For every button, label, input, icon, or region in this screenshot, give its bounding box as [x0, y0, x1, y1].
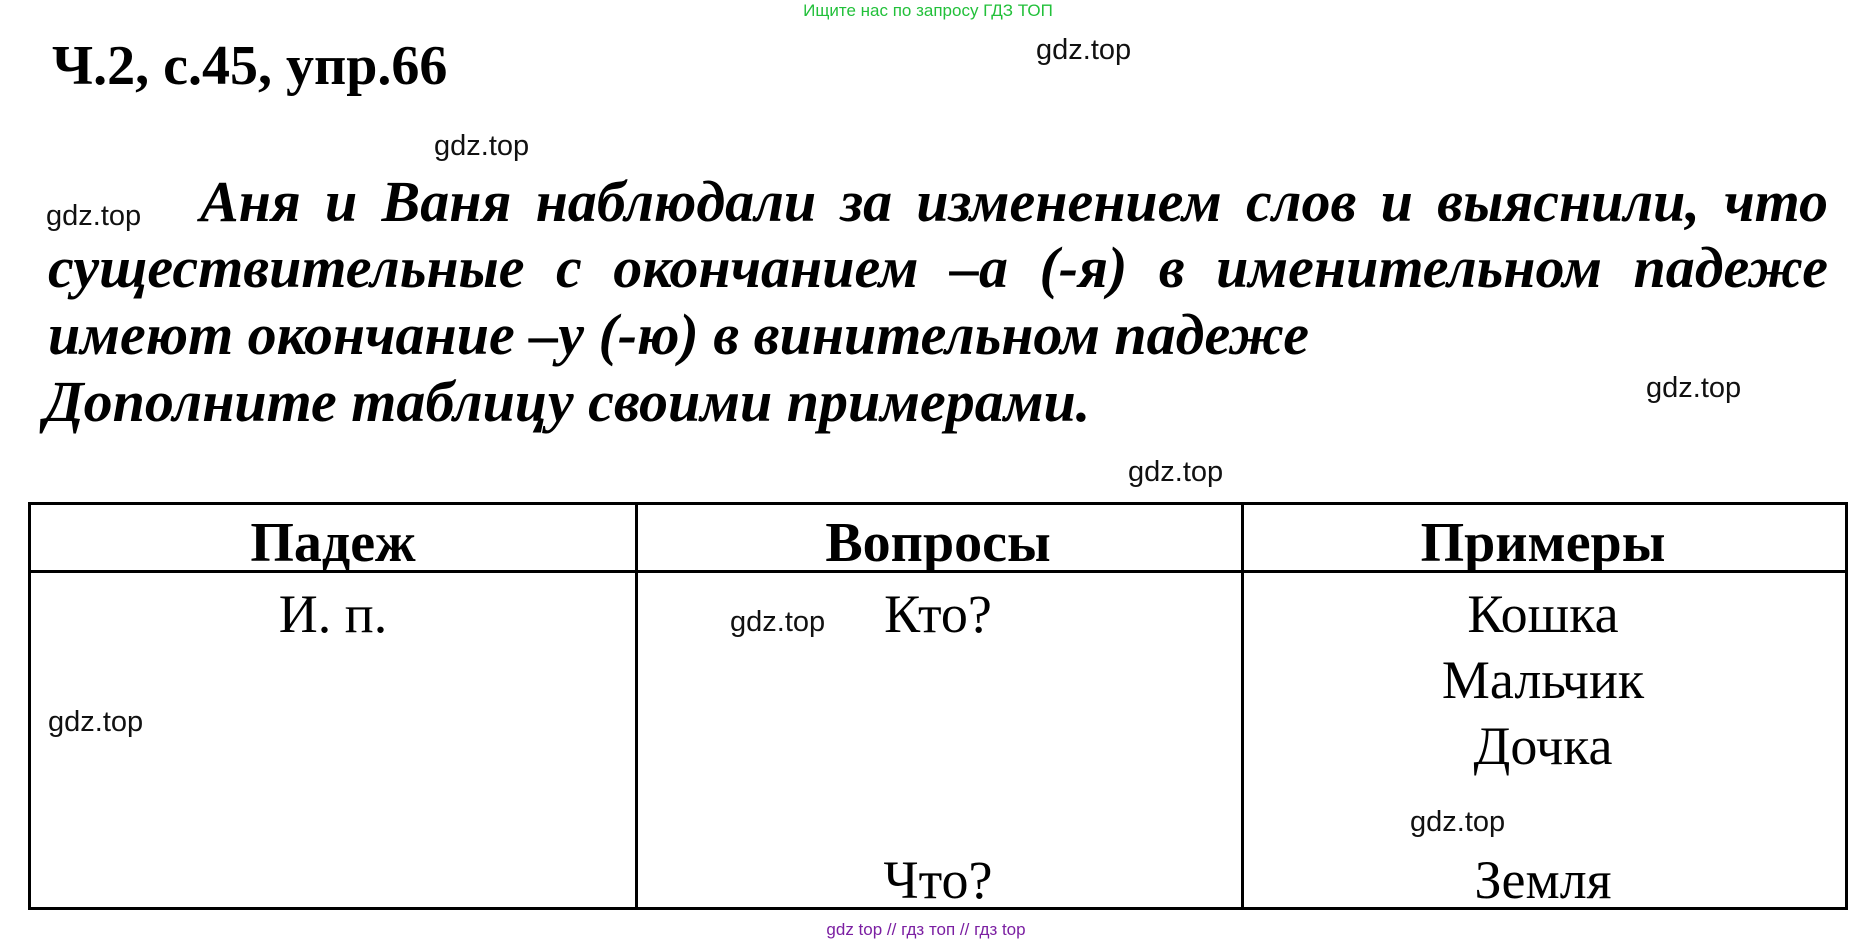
watermark: gdz.top	[48, 706, 144, 738]
watermark: gdz.top	[1128, 456, 1224, 488]
footer-links: gdz top // гдз топ // гдз top	[826, 920, 1026, 939]
example-cell: Мальчик	[1441, 650, 1645, 710]
cases-table	[28, 502, 1848, 910]
watermark: gdz.top	[730, 606, 826, 638]
top-banner: Ищите нас по запросу ГДЗ ТОП	[803, 1, 1053, 20]
watermark: gdz.top	[1410, 806, 1506, 838]
question-cell: Кто?	[884, 584, 992, 644]
example-cell: Земля	[1474, 850, 1612, 910]
example-cell: Кошка	[1467, 584, 1619, 644]
task-line-1: Аня и Ваня наблюдали за изменением слов и выяснили, что	[200, 169, 1828, 234]
question-cell: Что?	[883, 850, 993, 910]
example-cell: Дочка	[1473, 716, 1613, 776]
header-case: Падеж	[250, 512, 416, 574]
watermark: gdz.top	[46, 200, 142, 232]
task-line-3: имеют окончание –у (-ю) в винительном падеже	[48, 302, 1309, 367]
watermark: gdz.top	[1036, 34, 1132, 66]
watermark: gdz.top	[434, 130, 530, 162]
task-line-2: существительные с окончанием –а (-я) в именительном падеже	[48, 235, 1828, 300]
task-line-4: Дополните таблицу своими примерами.	[44, 369, 1091, 434]
header-questions: Вопросы	[825, 512, 1051, 574]
page-title: Ч.2, с.45, упр.66	[52, 35, 448, 97]
case-cell: И. п.	[278, 584, 388, 644]
header-examples: Примеры	[1420, 512, 1666, 574]
watermark: gdz.top	[1646, 372, 1742, 404]
